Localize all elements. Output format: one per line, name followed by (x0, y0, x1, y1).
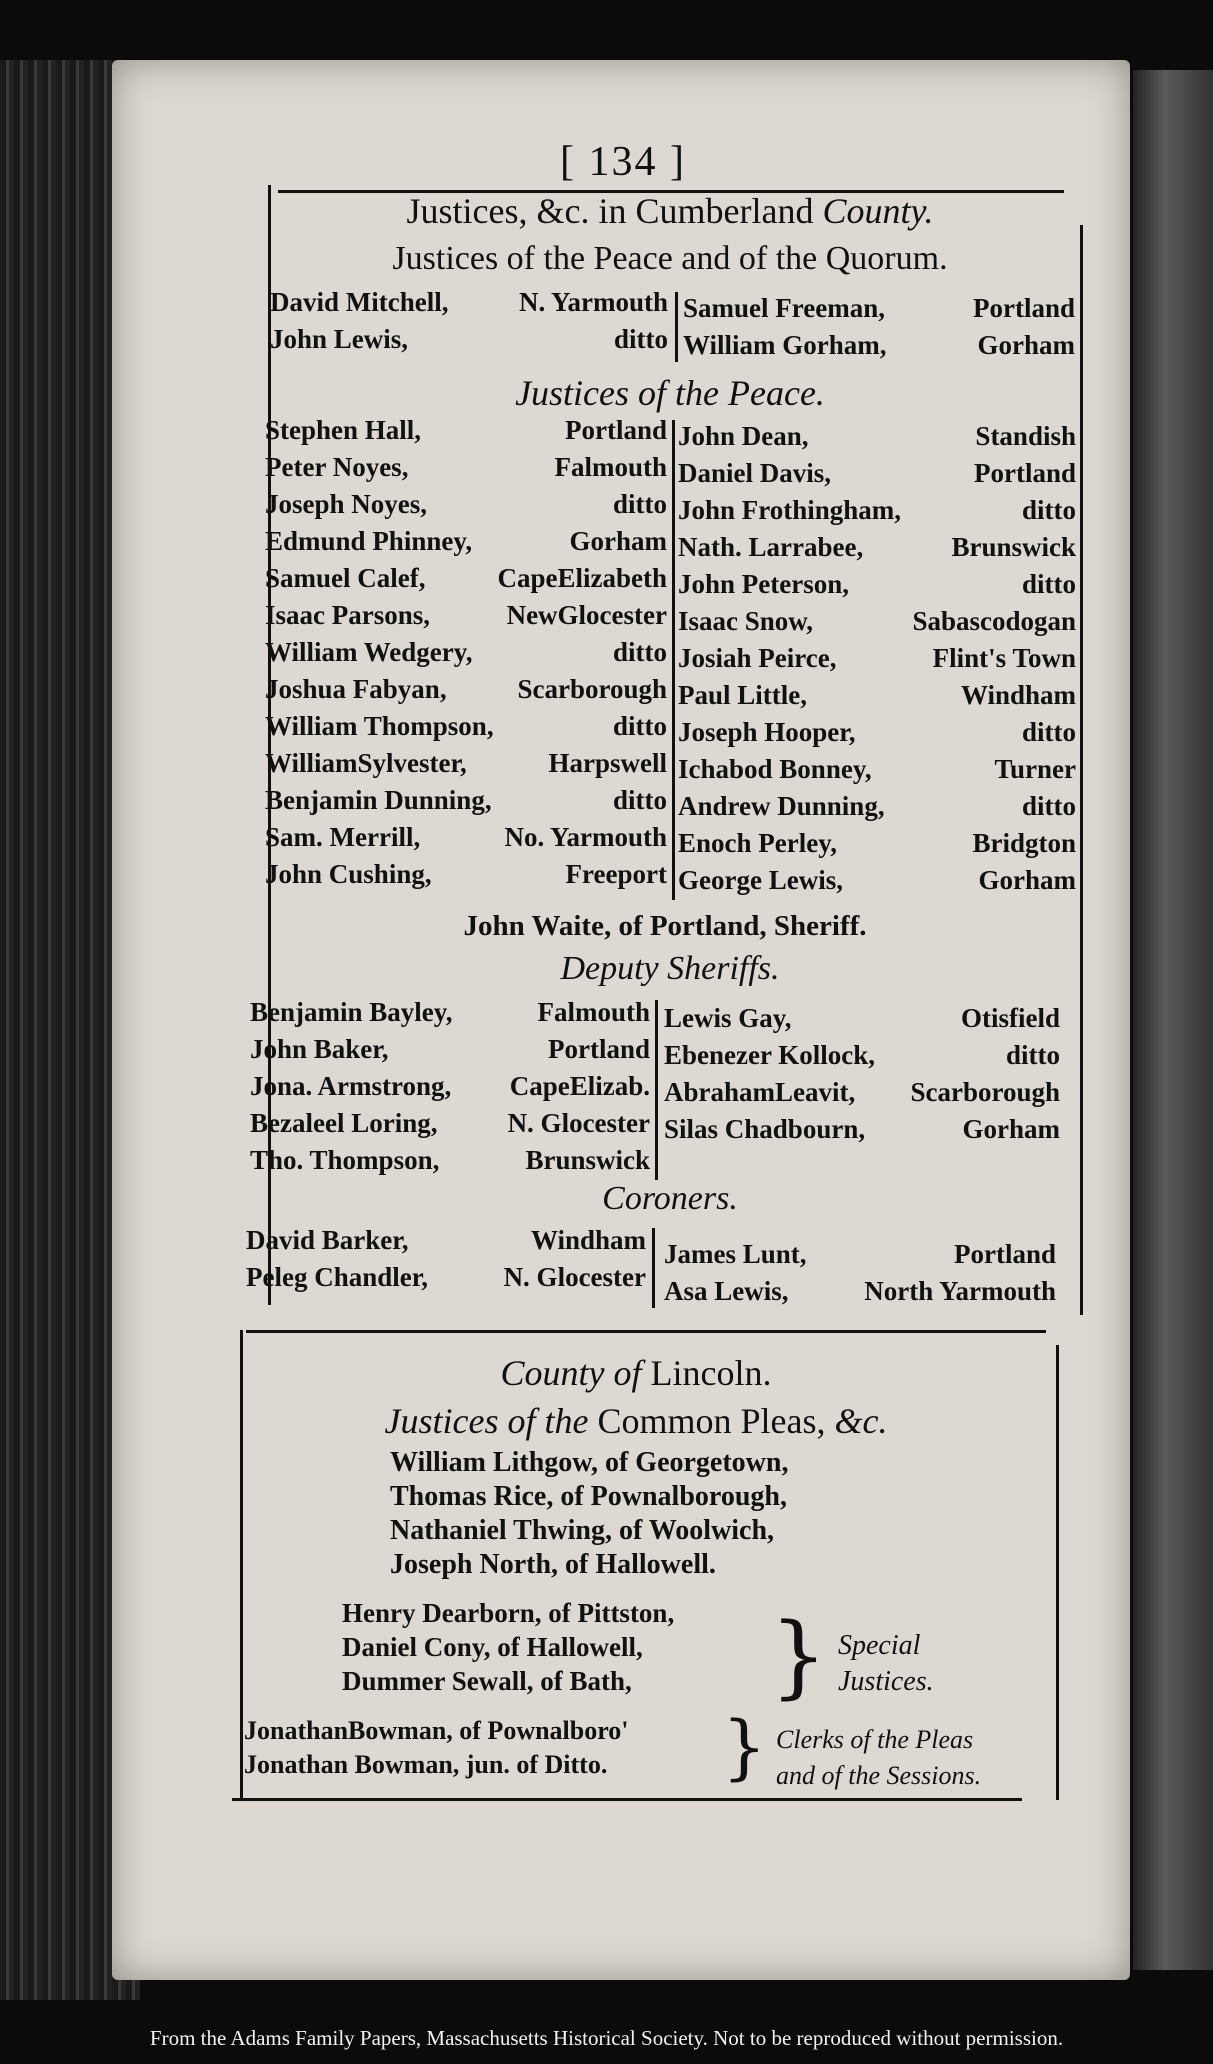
coroners-left-column (246, 1222, 646, 1296)
justice-name: Samuel Calef, (265, 563, 426, 593)
sheriff-line: John Waite, of Portland, Sheriff. (463, 910, 867, 942)
justice-place: ditto (613, 711, 667, 741)
deputy-name: Silas Chadbourn, (664, 1114, 866, 1144)
list-item (678, 825, 1076, 862)
lincoln-title-italic: County of (500, 1353, 642, 1393)
pleas-heading (236, 1400, 1036, 1442)
coroner-place: N. Glocester (503, 1262, 646, 1292)
justice-place: Gorham (978, 865, 1076, 895)
justice-name: John Peterson, (678, 569, 849, 599)
list-item (250, 1031, 650, 1068)
column-divider (675, 292, 678, 362)
deputy-name: AbrahamLeavit, (664, 1077, 856, 1107)
deputy-heading: Deputy Sheriffs. (560, 950, 780, 987)
justice-name: Joseph Noyes, (265, 489, 428, 519)
section-divider (246, 1330, 1046, 1333)
coroner-place: North Yarmouth (864, 1276, 1056, 1306)
justice-name: Isaac Snow, (678, 606, 814, 636)
coroner-name: Peleg Chandler, (246, 1262, 428, 1292)
lincoln-right-border (1056, 1345, 1059, 1800)
list-item (678, 566, 1076, 603)
special-label-line: Special (838, 1630, 921, 1661)
list-item (683, 327, 1075, 364)
justice-place: ditto (613, 785, 667, 815)
list-item: Dummer Sewall, of Bath, (342, 1666, 632, 1696)
deputy-right-column (664, 1000, 1060, 1148)
justice-place: Windham (960, 680, 1076, 710)
justice-place: Gorham (977, 330, 1075, 360)
list-item (265, 634, 667, 671)
list-item: Daniel Cony, of Hallowell, (342, 1632, 643, 1662)
list-item (250, 1105, 650, 1142)
justice-name: Enoch Perley, (678, 828, 837, 858)
pleas-heading-italic: Justices of the (384, 1401, 589, 1441)
justice-place: ditto (1022, 791, 1076, 821)
deputy-place: Scarborough (910, 1077, 1060, 1107)
justice-place: Brunswick (951, 532, 1076, 562)
justice-name: John Cushing, (265, 859, 432, 889)
quorum-heading: Justices of the Peace and of the Quorum. (392, 240, 948, 277)
special-label-line: Justices. (838, 1666, 934, 1697)
deputy-name: John Baker, (250, 1034, 389, 1064)
coroners-right-column (664, 1236, 1056, 1310)
list-item (265, 782, 667, 819)
list-item: Henry Dearborn, of Pittston, (342, 1598, 675, 1628)
lincoln-title (236, 1352, 1036, 1394)
list-item (664, 1273, 1056, 1310)
column-divider (655, 1000, 658, 1180)
list-item (678, 862, 1076, 899)
list-item (664, 1000, 1060, 1037)
list-item (664, 1111, 1060, 1148)
list-item: Joseph North, of Hallowell. (390, 1549, 716, 1580)
lincoln-title-main: Lincoln. (650, 1353, 772, 1393)
pleas-justices (390, 1446, 788, 1582)
justice-place: Sabascodogan (912, 606, 1076, 636)
pleas-heading-main: Common Pleas, (597, 1401, 826, 1441)
deputy-name: Bezaleel Loring, (250, 1108, 438, 1138)
justice-name: Peter Noyes, (265, 452, 409, 482)
justice-place: NewGlocester (506, 600, 667, 630)
justice-name: David Mitchell, (270, 287, 449, 317)
list-item (678, 714, 1076, 751)
justice-name: Paul Little, (678, 680, 807, 710)
justice-name: Edmund Phinney, (265, 526, 473, 556)
deputy-name: Lewis Gay, (664, 1003, 792, 1033)
list-item (250, 1068, 650, 1105)
book-right-edge (1133, 70, 1213, 1970)
justice-name: John Frothingham, (678, 495, 902, 525)
justice-place: Portland (973, 458, 1076, 488)
quorum-right-column (683, 290, 1075, 364)
list-item (265, 523, 667, 560)
brace-icon: } (770, 1604, 828, 1709)
list-item (678, 529, 1076, 566)
justice-name: Joshua Fabyan, (265, 674, 447, 704)
cumberland-title (240, 190, 1100, 232)
coroner-name: James Lunt, (664, 1239, 807, 1269)
clerks-label-line: and of the Sessions. (776, 1761, 982, 1790)
list-item (265, 449, 667, 486)
peace-right-column (678, 418, 1076, 899)
clerks-label (776, 1722, 981, 1794)
justice-name: Daniel Davis, (678, 458, 832, 488)
justice-name: Andrew Dunning, (678, 791, 885, 821)
justice-place: ditto (613, 489, 667, 519)
list-item (664, 1074, 1060, 1111)
list-item (265, 819, 667, 856)
list-item (250, 1142, 650, 1179)
justice-name: Stephen Hall, (265, 415, 422, 445)
justice-name: WilliamSylvester, (265, 748, 467, 778)
justice-place: Portland (564, 415, 667, 445)
list-item (678, 418, 1076, 455)
deputy-place: Gorham (962, 1114, 1060, 1144)
deputy-place: Portland (547, 1034, 650, 1064)
justice-place: Gorham (569, 526, 667, 556)
deputy-name: Benjamin Bayley, (250, 997, 453, 1027)
justice-name: Benjamin Dunning, (265, 785, 492, 815)
deputy-place: Brunswick (525, 1145, 650, 1175)
list-item: Thomas Rice, of Pownalborough, (390, 1481, 787, 1512)
copyright-footer: From the Adams Family Papers, Massachusetts Historical Society. Not to be reproduced without permission. (149, 2026, 1064, 2050)
justice-name: George Lewis, (678, 865, 843, 895)
list-item (683, 290, 1075, 327)
list-item: Nathaniel Thwing, of Woolwich, (390, 1515, 775, 1546)
list-item (678, 640, 1076, 677)
special-justices-label (838, 1628, 934, 1700)
list-item (678, 492, 1076, 529)
cumberland-title-main: Justices, &c. in Cumberland (406, 191, 814, 231)
justice-name: Ichabod Bonney, (678, 754, 872, 784)
list-item (246, 1259, 646, 1296)
list-item (664, 1236, 1056, 1273)
justice-name: John Lewis, (270, 324, 409, 354)
justice-name: Joseph Hooper, (678, 717, 856, 747)
justice-name: Josiah Peirce, (678, 643, 837, 673)
deputy-place: Falmouth (537, 997, 650, 1027)
special-justices (342, 1596, 674, 1698)
coroner-name: David Barker, (246, 1225, 409, 1255)
justice-place: ditto (1022, 717, 1076, 747)
justice-name: Samuel Freeman, (683, 293, 885, 323)
list-item: JonathanBowman, of Pownalboro' (244, 1716, 629, 1745)
justice-place: No. Yarmouth (504, 822, 667, 852)
list-item (265, 560, 667, 597)
peace-heading: Justices of the Peace. (515, 373, 825, 413)
justice-place: Bridgton (972, 828, 1076, 858)
brace-icon: } (722, 1706, 767, 1788)
justice-name: William Wedgery, (265, 637, 473, 667)
justice-place: ditto (613, 637, 667, 667)
list-item (270, 321, 668, 358)
list-item (678, 455, 1076, 492)
coroner-name: Asa Lewis, (664, 1276, 789, 1306)
justice-place: ditto (1022, 569, 1076, 599)
justice-place: Standish (975, 421, 1076, 451)
pleas-heading-etc: &c. (834, 1401, 888, 1441)
justice-name: Nath. Larrabee, (678, 532, 864, 562)
list-item: William Lithgow, of Georgetown, (390, 1447, 789, 1478)
list-item (678, 751, 1076, 788)
list-item (678, 603, 1076, 640)
list-item (678, 788, 1076, 825)
justice-place: Scarborough (517, 674, 667, 704)
list-item (265, 597, 667, 634)
justice-place: Turner (994, 754, 1076, 784)
justice-name: Sam. Merrill, (265, 822, 421, 852)
column-divider (652, 1228, 655, 1308)
justice-place: Freeport (565, 859, 667, 889)
deputy-name: Ebenezer Kollock, (664, 1040, 875, 1070)
justice-name: John Dean, (678, 421, 809, 451)
justice-name: Isaac Parsons, (265, 600, 431, 630)
justice-name: William Thompson, (265, 711, 494, 741)
peace-left-column (265, 412, 667, 893)
list-item (664, 1037, 1060, 1074)
quorum-left-column (270, 284, 668, 358)
clerks-label-line: Clerks of the Pleas (776, 1725, 974, 1754)
deputy-left-column (250, 994, 650, 1179)
list-item (265, 856, 667, 893)
coroners-heading: Coroners. (602, 1180, 738, 1217)
list-item (246, 1222, 646, 1259)
list-item (265, 486, 667, 523)
deputy-place: N. Glocester (507, 1108, 650, 1138)
justice-name: William Gorham, (683, 330, 887, 360)
list-item (678, 677, 1076, 714)
cumberland-title-county: County. (822, 191, 934, 231)
coroner-place: Portland (953, 1239, 1056, 1269)
list-item (265, 745, 667, 782)
justice-place: Falmouth (554, 452, 667, 482)
clerks (244, 1714, 629, 1782)
deputy-place: CapeElizab. (509, 1071, 650, 1101)
justice-place: CapeElizabeth (497, 563, 667, 593)
deputy-name: Tho. Thompson, (250, 1145, 440, 1175)
list-item (265, 708, 667, 745)
bottom-rule (232, 1798, 1022, 1801)
list-item (250, 994, 650, 1031)
column-divider (672, 420, 675, 900)
justice-place: ditto (1022, 495, 1076, 525)
justice-place: Flint's Town (932, 643, 1076, 673)
deputy-name: Jona. Armstrong, (250, 1071, 452, 1101)
list-item (270, 284, 668, 321)
justice-place: N. Yarmouth (518, 287, 668, 317)
deputy-place: ditto (1006, 1040, 1060, 1070)
coroner-place: Windham (530, 1225, 646, 1255)
justice-place: ditto (614, 324, 668, 354)
justice-place: Portland (972, 293, 1075, 323)
page-number: [ 134 ] (560, 139, 686, 185)
list-item (265, 671, 667, 708)
list-item: Jonathan Bowman, jun. of Ditto. (244, 1750, 608, 1779)
list-item (265, 412, 667, 449)
deputy-place: Otisfield (961, 1003, 1060, 1033)
justice-place: Harpswell (548, 748, 667, 778)
